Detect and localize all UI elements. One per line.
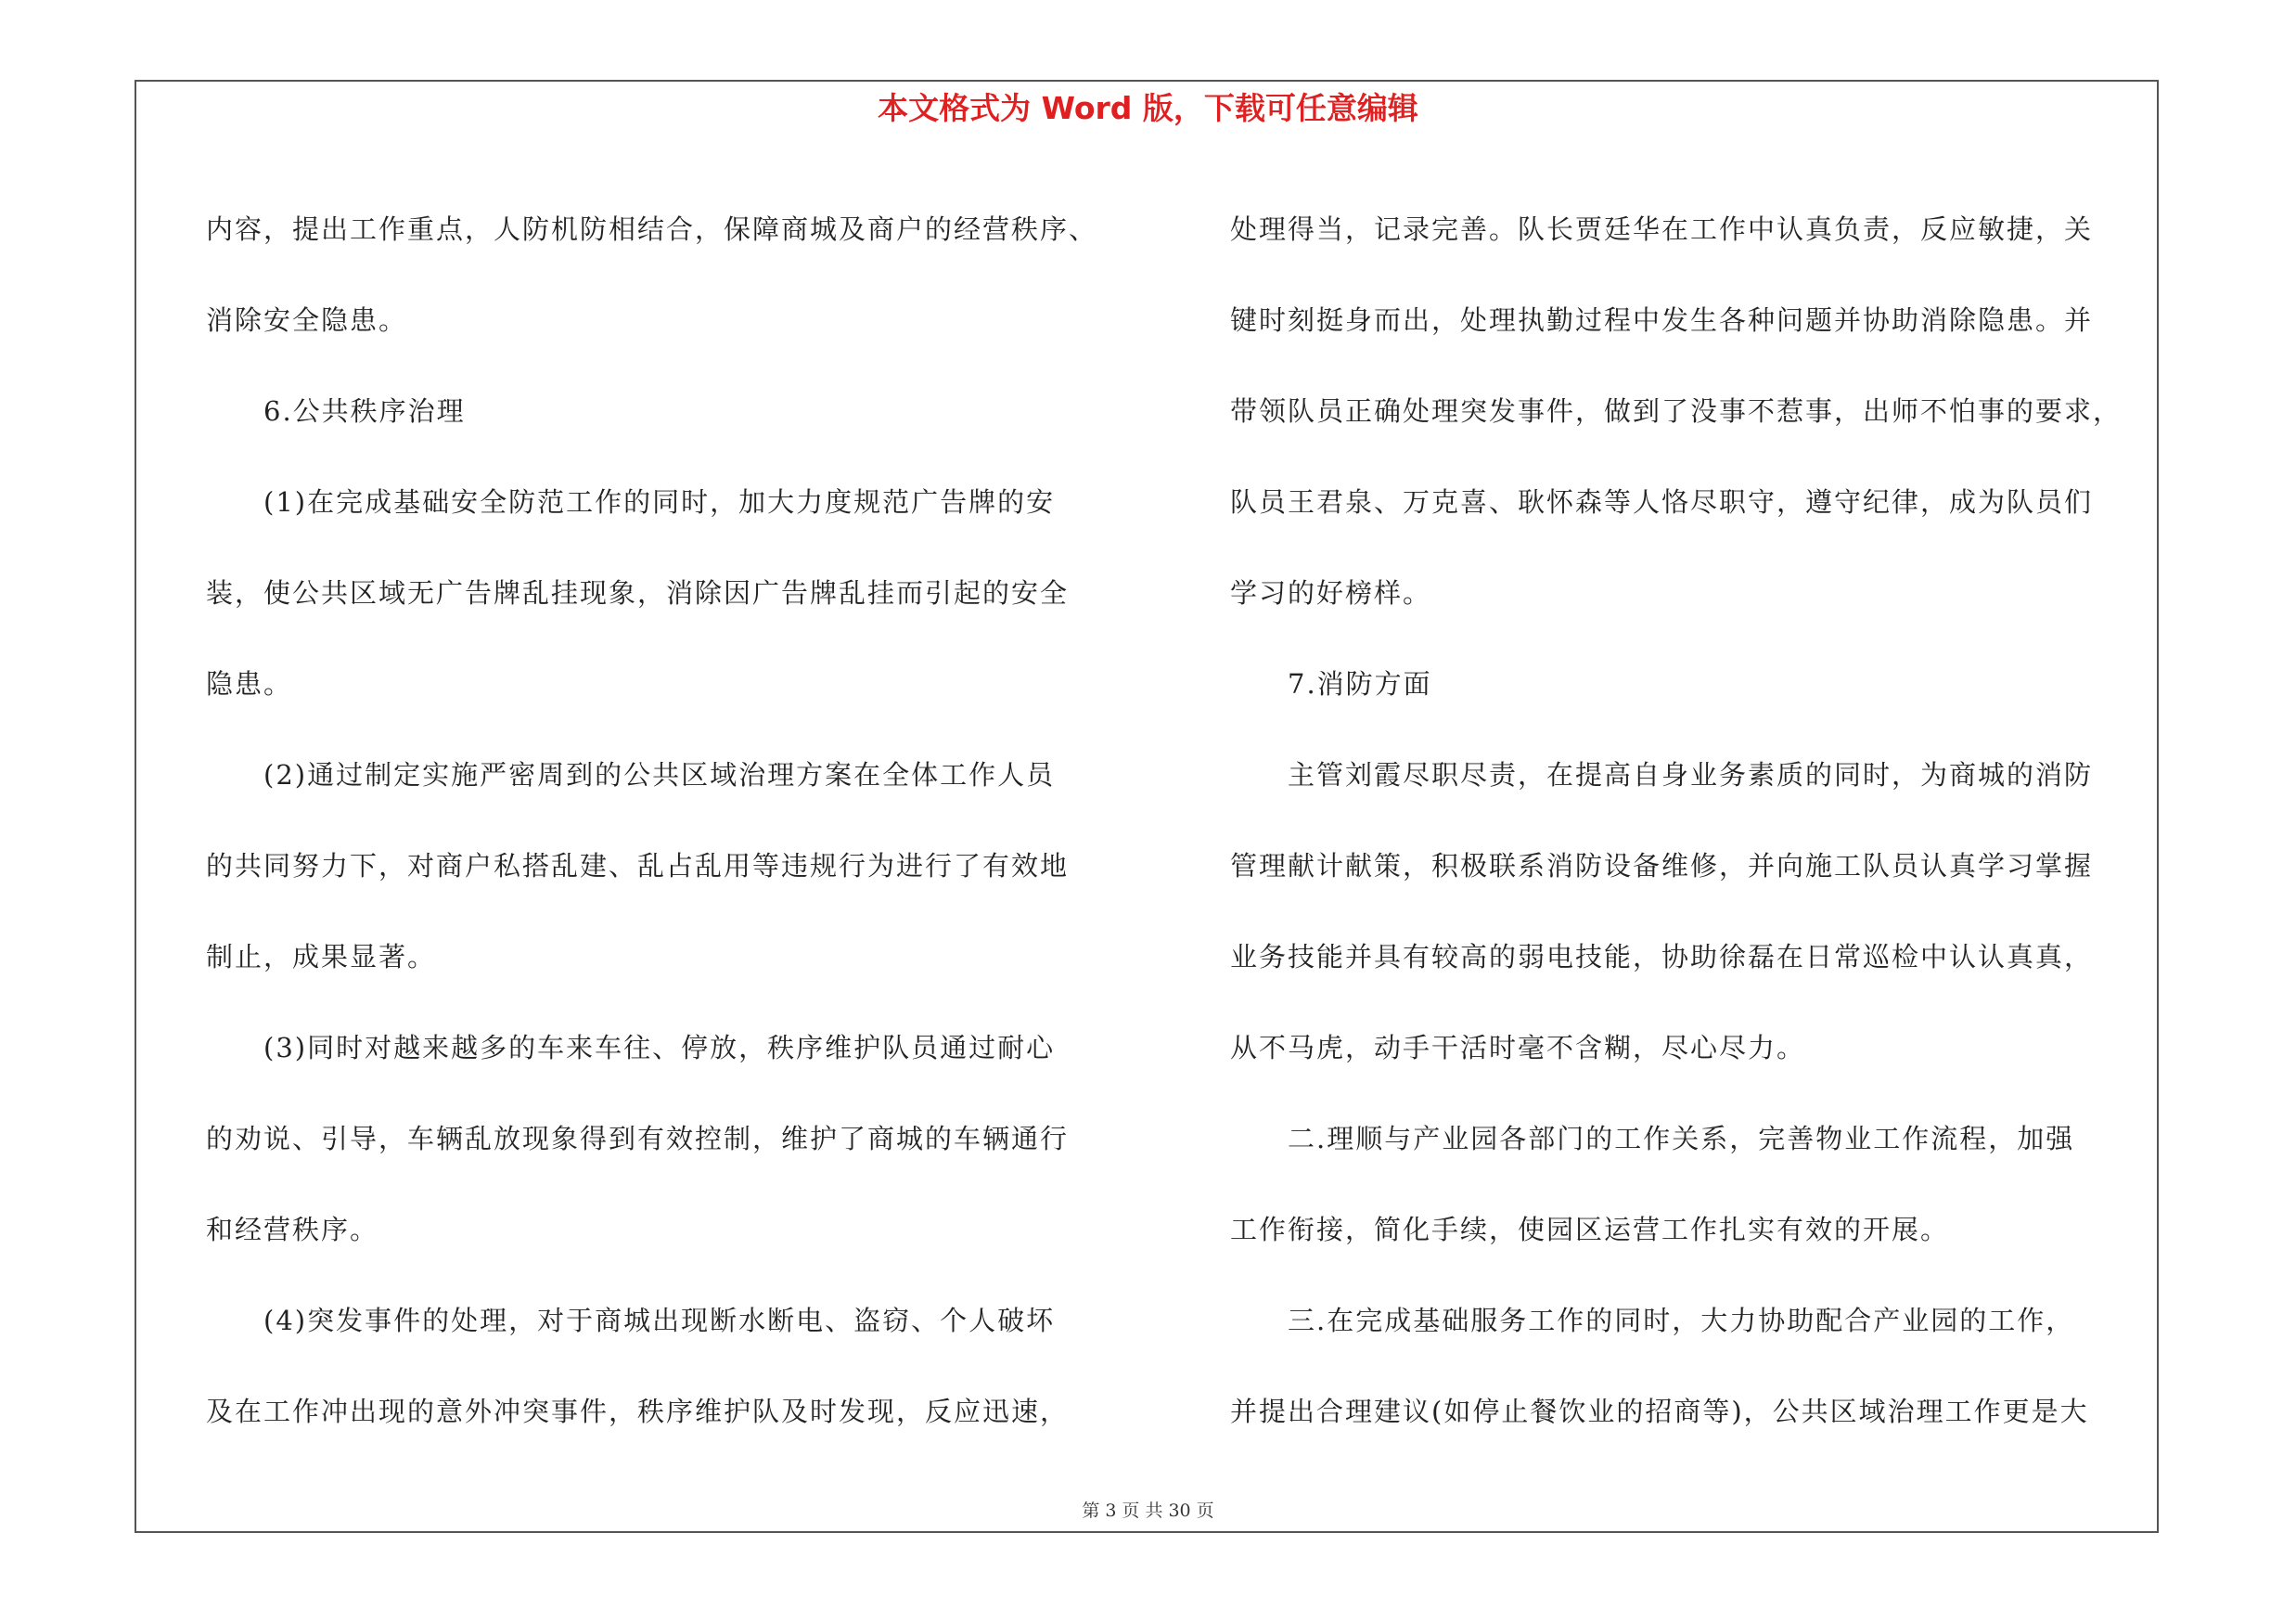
paragraph-line: 二.理顺与产业园各部门的工作关系，完善物业工作流程，加强 bbox=[1288, 1123, 2075, 1154]
section-heading: 7.消防方面 bbox=[1288, 668, 1432, 700]
paragraph-line: 并提出合理建议(如停止餐饮业的招商等)，公共区域治理工作更是大 bbox=[1230, 1396, 2089, 1427]
header-banner: 本文格式为 Word 版，下载可任意编辑 bbox=[878, 90, 1418, 126]
paragraph-line: 制止，成果显著。 bbox=[206, 941, 437, 973]
paragraph-line: 的劝说、引导，车辆乱放现象得到有效控制，维护了商城的车辆通行 bbox=[206, 1123, 1070, 1154]
paragraph-line: 业务技能并具有较高的弱电技能，协助徐磊在日常巡检中认认真真， bbox=[1230, 941, 2094, 973]
paragraph-line: 及在工作冲出现的意外冲突事件，秩序维护队及时发现，反应迅速， bbox=[206, 1396, 1070, 1427]
footer-middle: 页 共 bbox=[1122, 1501, 1163, 1521]
paragraph-line: (2)通过制定实施严密周到的公共区域治理方案在全体工作人员 bbox=[263, 759, 1056, 791]
paragraph-line: (1)在完成基础安全防范工作的同时，加大力度规范广告牌的安 bbox=[263, 486, 1056, 518]
paragraph-line: 管理献计献策，积极联系消防设备维修，并向施工队员认真学习掌握 bbox=[1230, 850, 2094, 882]
paragraph-line: 装，使公共区域无广告牌乱挂现象，消除因广告牌乱挂而引起的安全 bbox=[206, 577, 1070, 609]
paragraph-line: 隐患。 bbox=[206, 668, 293, 700]
paragraph-line: 队员王君泉、万克喜、耿怀森等人恪尽职守，遵守纪律，成为队员们 bbox=[1230, 486, 2094, 518]
page-footer bbox=[0, 1498, 2296, 1524]
paragraph-line: 和经营秩序。 bbox=[206, 1214, 379, 1245]
paragraph-line: 的共同努力下，对商户私搭乱建、乱占乱用等违规行为进行了有效地 bbox=[206, 850, 1070, 882]
paragraph-line: 从不马虎，动手干活时毫不含糊，尽心尽力。 bbox=[1230, 1032, 1806, 1063]
left-column bbox=[206, 184, 1134, 1457]
paragraph-line: 键时刻挺身而出，处理执勤过程中发生各种问题并协助消除隐患。并 bbox=[1230, 304, 2094, 336]
paragraph-line: 处理得当，记录完善。队长贾廷华在工作中认真负责，反应敏捷，关 bbox=[1230, 213, 2094, 245]
paragraph-line: 内容，提出工作重点，人防机防相结合，保障商城及商户的经营秩序、 bbox=[206, 213, 1098, 245]
paragraph-line: (4)突发事件的处理，对于商城出现断水断电、盗窃、个人破坏 bbox=[263, 1305, 1056, 1336]
section-heading: 6.公共秩序治理 bbox=[263, 395, 466, 427]
paragraph-line: 主管刘霞尽职尽责，在提高自身业务素质的同时，为商城的消防 bbox=[1288, 759, 2094, 791]
right-column bbox=[1230, 184, 2158, 1457]
paragraph-line: 学习的好榜样。 bbox=[1230, 577, 1432, 609]
paragraph-line: 三.在完成基础服务工作的同时，大力协助配合产业园的工作， bbox=[1288, 1305, 2075, 1336]
current-page-number: 3 bbox=[1105, 1501, 1117, 1521]
footer-prefix: 第 bbox=[1082, 1501, 1100, 1521]
total-pages-number: 30 bbox=[1168, 1501, 1191, 1521]
paragraph-line: 工作衔接，简化手续，使园区运营工作扎实有效的开展。 bbox=[1230, 1214, 1950, 1245]
footer-suffix: 页 bbox=[1196, 1501, 1214, 1521]
paragraph-line: 带领队员正确处理突发事件，做到了没事不惹事，出师不怕事的要求， bbox=[1230, 395, 2123, 427]
paragraph-line: 消除安全隐患。 bbox=[206, 304, 408, 336]
paragraph-line: (3)同时对越来越多的车来车往、停放，秩序维护队员通过耐心 bbox=[263, 1032, 1056, 1063]
